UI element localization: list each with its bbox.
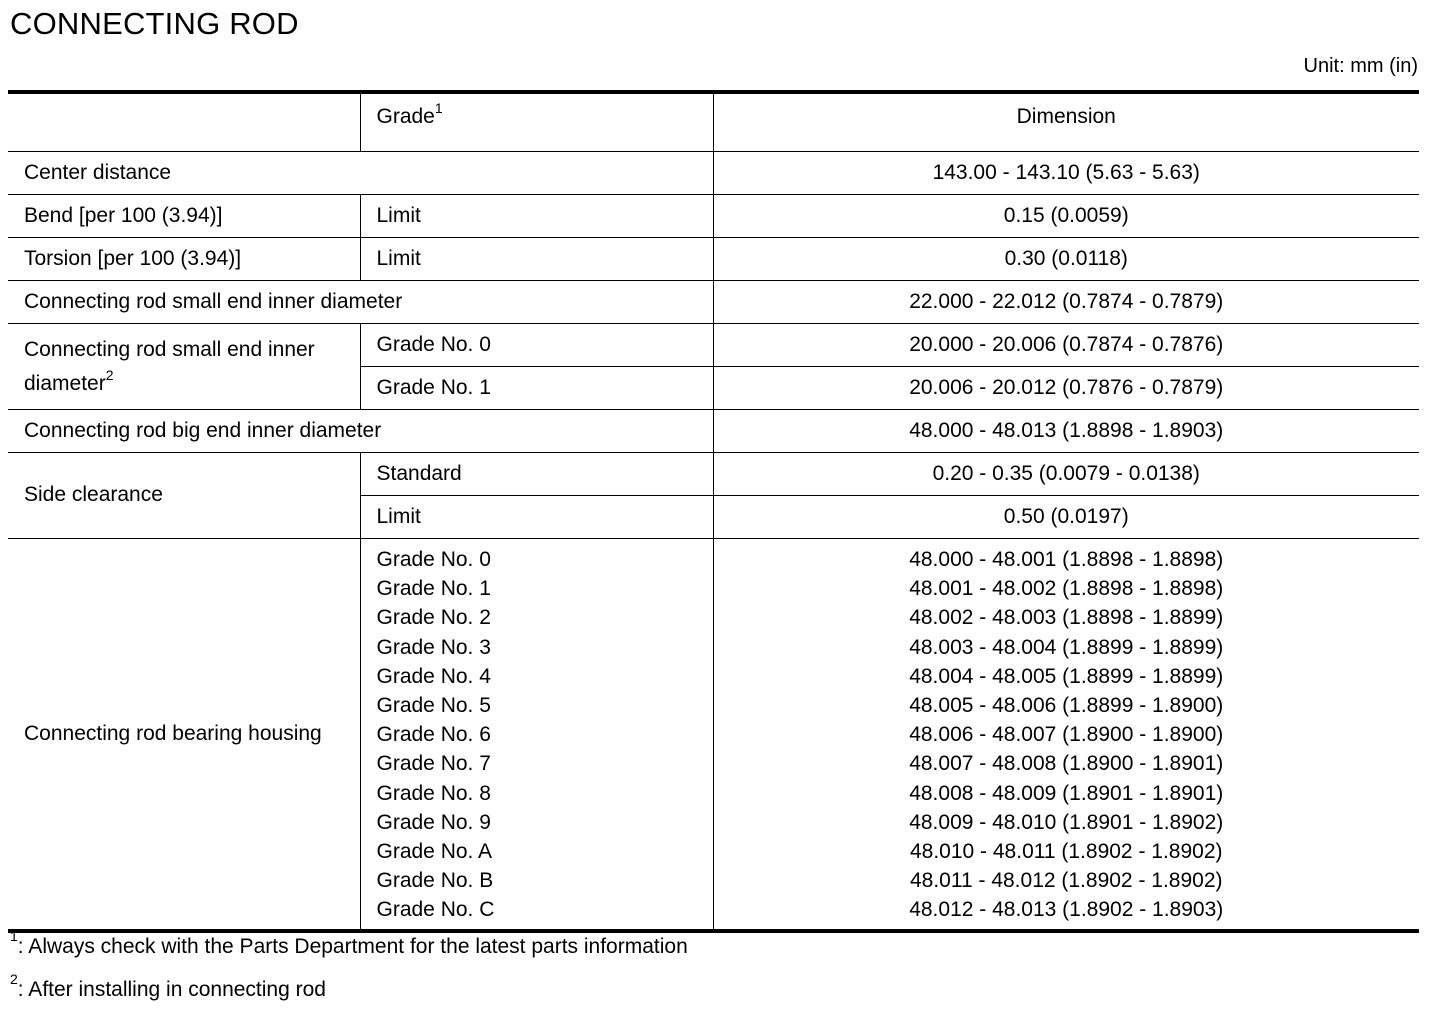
header-item	[8, 92, 360, 152]
list-item: 48.003 - 48.004 (1.8899 - 1.8899)	[909, 635, 1224, 659]
list-item: 48.004 - 48.005 (1.8899 - 1.8899)	[909, 664, 1224, 688]
unit-label: Unit: mm (in)	[1303, 55, 1418, 77]
list-item: 48.007 - 48.008 (1.8900 - 1.8901)	[909, 752, 1224, 776]
row-value: 0.30 (0.0118)	[713, 238, 1419, 281]
list-item: 48.008 - 48.009 (1.8901 - 1.8901)	[909, 781, 1224, 805]
row-label: Connecting rod small end inner diameter	[8, 281, 713, 324]
list-item: Grade No. 9	[376, 810, 491, 834]
row-grade: Limit	[360, 195, 713, 238]
list-item: Grade No. 5	[376, 694, 491, 718]
table-row	[8, 281, 1419, 324]
footnote-ref-1: 1	[434, 100, 443, 116]
header-grade	[360, 92, 713, 152]
row-label: Side clearance	[8, 453, 360, 539]
row-value: 22.000 - 22.012 (0.7874 - 0.7879)	[713, 281, 1419, 324]
footnote-marker: 2	[10, 971, 18, 987]
grade-list	[360, 539, 713, 931]
row-grade: Standard	[360, 453, 713, 496]
footnote-text: : Always check with the Parts Department for the latest parts information	[17, 935, 688, 958]
row-value: 20.000 - 20.006 (0.7874 - 0.7876)	[713, 324, 1419, 367]
list-item: 48.000 - 48.001 (1.8898 - 1.8898)	[909, 548, 1224, 571]
list-item: 48.006 - 48.007 (1.8900 - 1.8900)	[909, 723, 1224, 747]
list-item: 48.010 - 48.011 (1.8902 - 1.8902)	[909, 840, 1223, 864]
footnote-ref-2: 2	[105, 366, 114, 383]
row-label: Center distance	[8, 152, 713, 195]
list-item: 48.005 - 48.006 (1.8899 - 1.8900)	[909, 694, 1224, 718]
row-grade: Grade No. 1	[360, 367, 713, 410]
list-item: Grade No. A	[376, 840, 493, 864]
footnote-text: : After installing in connecting rod	[17, 978, 326, 1001]
list-item: 48.011 - 48.012 (1.8902 - 1.8902)	[909, 869, 1223, 893]
list-item: Grade No. 4	[376, 664, 491, 688]
list-item: Grade No. 6	[376, 723, 491, 747]
list-item: Grade No. 2	[376, 606, 491, 630]
list-item: Grade No. 3	[376, 635, 491, 659]
list-item: Grade No. 0	[376, 548, 491, 571]
table-row	[8, 324, 1419, 367]
footnotes	[10, 928, 688, 1014]
footnote-2	[10, 971, 688, 1014]
list-item: 48.012 - 48.013 (1.8902 - 1.8903)	[909, 898, 1224, 922]
table-header-row	[8, 92, 1419, 152]
list-item: Grade No. 7	[376, 752, 491, 776]
spec-table	[8, 90, 1419, 933]
row-label: Connecting rod big end inner diameter	[8, 410, 713, 453]
row-label: Bend [per 100 (3.94)]	[8, 195, 360, 238]
row-label: Torsion [per 100 (3.94)]	[8, 238, 360, 281]
row-value: 0.15 (0.0059)	[713, 195, 1419, 238]
row-grade: Limit	[360, 238, 713, 281]
row-label: Connecting rod bearing housing	[8, 539, 360, 931]
footnote-marker: 1	[10, 928, 18, 944]
list-item: Grade No. 8	[376, 781, 491, 805]
list-item: Grade No. B	[376, 869, 494, 893]
table-row	[8, 195, 1419, 238]
row-value: 143.00 - 143.10 (5.63 - 5.63)	[713, 152, 1419, 195]
list-item: Grade No. 1	[376, 577, 491, 601]
list-item: 48.002 - 48.003 (1.8898 - 1.8899)	[909, 606, 1224, 630]
footnote-1	[10, 928, 688, 971]
row-value: 48.000 - 48.013 (1.8898 - 1.8903)	[713, 410, 1419, 453]
table-row	[8, 238, 1419, 281]
row-value: 0.20 - 0.35 (0.0079 - 0.0138)	[713, 453, 1419, 496]
table-row	[8, 152, 1419, 195]
list-item: 48.001 - 48.002 (1.8898 - 1.8898)	[909, 577, 1224, 601]
list-item: Grade No. C	[376, 898, 495, 922]
row-label-text: Connecting rod small end inner diameter	[24, 337, 315, 395]
row-value: 20.006 - 20.012 (0.7876 - 0.7879)	[713, 367, 1419, 410]
row-label	[8, 324, 360, 410]
row-grade: Grade No. 0	[360, 324, 713, 367]
table-row	[8, 453, 1419, 496]
header-grade-label: Grade	[376, 105, 435, 128]
row-grade: Limit	[360, 496, 713, 539]
value-list	[713, 539, 1419, 931]
table-row	[8, 539, 1419, 931]
header-dimension: Dimension	[713, 92, 1419, 152]
list-item: 48.009 - 48.010 (1.8901 - 1.8902)	[909, 810, 1224, 834]
table-row	[8, 410, 1419, 453]
page-title: CONNECTING ROD	[10, 6, 299, 41]
row-value: 0.50 (0.0197)	[713, 496, 1419, 539]
